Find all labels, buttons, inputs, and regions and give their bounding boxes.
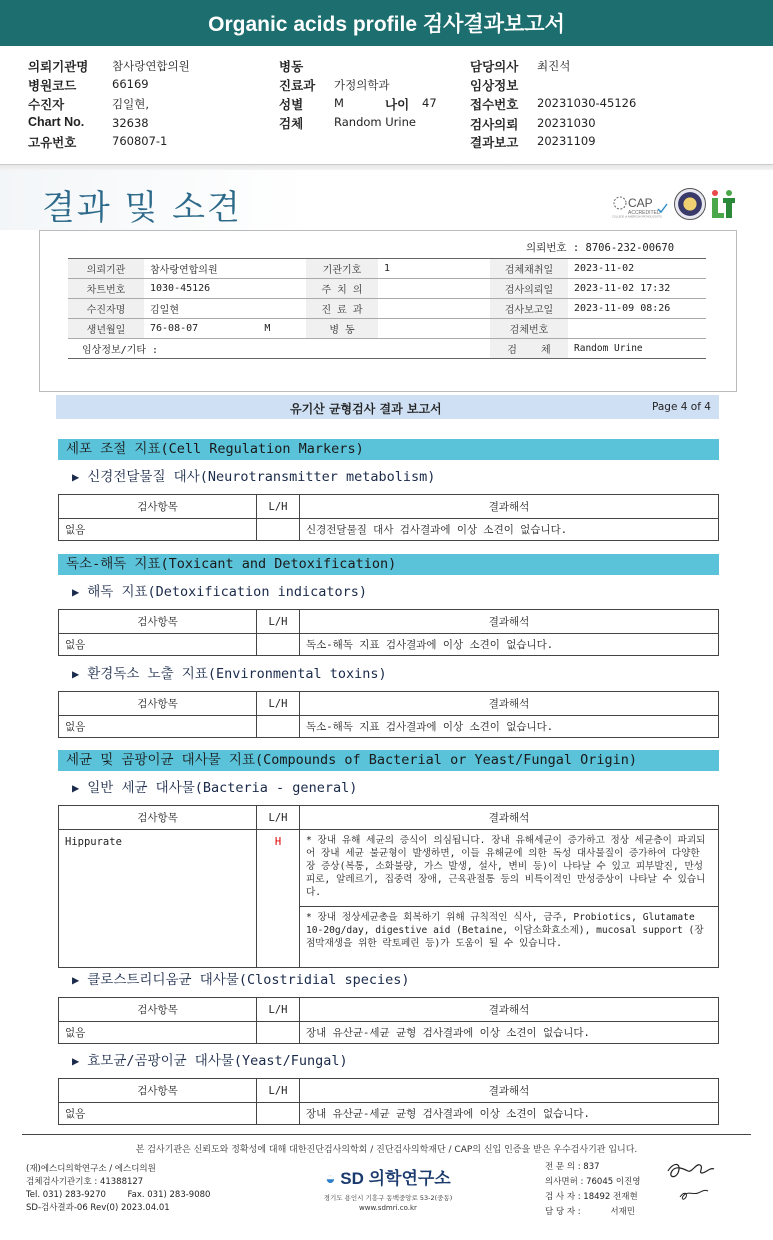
table-row xyxy=(59,830,719,907)
detox-table xyxy=(58,609,719,656)
dept-label: 진료과 xyxy=(279,79,316,93)
triangle-icon: ▶ xyxy=(72,781,80,795)
clinical-label: 임상정보 xyxy=(470,79,519,93)
code-label: 병원코드 xyxy=(28,79,77,93)
age-label: 나이 xyxy=(385,98,410,112)
footer-divider xyxy=(22,1134,751,1135)
table-header: 검사항목 L/H 결과해석 xyxy=(59,495,719,519)
doctor-value: 최진석 xyxy=(537,59,571,73)
cap-icon xyxy=(612,192,670,218)
table-header: 검사항목 L/H 결과해석 xyxy=(59,806,719,830)
table-header: 검사항목 L/H 결과해석 xyxy=(59,610,719,634)
dept-value: 가정의학과 xyxy=(334,78,390,92)
table-row: 없음 장내 유산균-세균 균형 검사결과에 이상 소견이 없습니다. xyxy=(59,1022,719,1044)
hippurate-recommendation: * 장내 정상세균총을 회복하기 위해 규칙적인 식사, 금주, Probiotics, Glutamate 10-20g/day, digestive aid (Betaine, 이담소화효소제), mucosal support (장점막재생을 위한 락토페린 등)가 도움이 될 수 있습니다. xyxy=(300,907,719,968)
table-row: 없음 독소-해독 지표 검사결과에 이상 소견이 없습니다. xyxy=(59,716,719,738)
table-row: 생년월일 76-08-07 M 병 동 검체번호 xyxy=(68,319,706,339)
cap-accredited: ACCREDITED xyxy=(628,210,661,216)
testreq-value: 20231030 xyxy=(537,116,596,130)
accreditation-logos xyxy=(612,188,738,222)
doctor-label: 담당의사 xyxy=(470,60,519,74)
page-number: Page 4 of 4 xyxy=(652,401,711,413)
table-header: 검사항목 L/H 결과해석 xyxy=(59,692,719,716)
table-row: 수진자명 김일현 진 료 과 검사보고일 2023-11-09 08:26 xyxy=(68,299,706,319)
clostridial-table xyxy=(58,997,719,1044)
request-number: 의뢰번호 : 8706-232-00670 xyxy=(526,242,675,254)
specimen-value: Random Urine xyxy=(334,115,416,129)
cap-logo xyxy=(612,192,670,218)
table-header: 검사항목 L/H 결과해석 xyxy=(59,998,719,1022)
chart-value: 32638 xyxy=(112,116,149,130)
sex-label: 성별 xyxy=(279,98,304,112)
specimen-table xyxy=(68,258,706,359)
results-title: 결과 및 소견 xyxy=(42,188,242,228)
hippurate-interpretation: * 장내 유해 세균의 증식이 의심됩니다. 장내 유해세균이 증가하고 정상 세균층이 파괴되어 장내 세균 불균형이 발생하면, 이들 유해균에 의한 독성 대사물질이 증가하여 다양한 장 증상(복통, 소화불량, 가스 발생, 설사, 변비 등)이 나타날 수 있고 피부발진, 만성피로, 알레르기, 집중력 장애, 근육관절통 등의 비특이적인 만성증상이 나타날 수 있습니다. xyxy=(300,830,719,907)
yeast-table xyxy=(58,1078,719,1125)
table-row: 없음 장내 유산균-세균 균형 검사결과에 이상 소견이 없습니다. xyxy=(59,1103,719,1125)
report-date-value: 20231109 xyxy=(537,134,596,148)
footer-signatories: 전 문 의 : 837 의사면허 : 76045 이진영 검 사 자 : 18492 전재현 담 당 자 : 서재민 xyxy=(545,1162,641,1217)
footer-institution: (재)에스디의학연구소 / 에스디의원 검체검사기관기호 : 41388127 Tel. 031) 283-9270 Fax. 031) 283-9080 SD-검사결과-06 Rev(0) 2023.04.01 xyxy=(26,1164,211,1213)
triangle-icon: ▶ xyxy=(72,667,80,681)
sd-logo-icon: ◒ xyxy=(325,1169,336,1188)
receipt-value: 20231030-45126 xyxy=(537,96,637,110)
inst-label: 의뢰기관명 xyxy=(28,60,89,74)
signature-icon xyxy=(660,1153,722,1211)
testreq-label: 검사의뢰 xyxy=(470,118,519,132)
receipt-label: 접수번호 xyxy=(470,98,519,112)
patient-value: 김일현, xyxy=(112,97,149,111)
footer-note: 본 검사기관은 신뢰도와 정확성에 대해 대한진단검사의학회 / 진단검사의학재단 / CAP의 신입 인증을 받은 우수검사기관 입니다. xyxy=(135,1145,638,1155)
specimen-label: 검체 xyxy=(279,117,304,131)
neuro-table xyxy=(58,494,719,541)
patient-label: 수진자 xyxy=(28,98,65,112)
ward-label: 병동 xyxy=(279,60,304,74)
chart-label: Chart No. xyxy=(28,115,85,129)
table-row: 없음 신경전달물질 대사 검사결과에 이상 소견이 없습니다. xyxy=(59,519,719,541)
sd-logo: ◒ SD 의학연구소 경기도 용인시 기흥구 동백중앙로 53-2(중동) www.sdmri.co.kr xyxy=(323,1169,453,1212)
section-bacterial: 세균 및 곰팡이균 대사물 지표(Compounds of Bacterial or Yeast/Fungal Origin) xyxy=(58,750,719,771)
cap-fullname: COLLEGE of AMERICAN PATHOLOGISTS xyxy=(612,215,662,218)
subsection-neurotransmitter: ▶ 신경전달물질 대사(Neurotransmitter metabolism) xyxy=(72,469,436,485)
table-row: 차트번호 1030-45126 주 치 의 검사의뢰일 2023-11-02 17:32 xyxy=(68,279,706,299)
subsection-bacteria-general: ▶ 일반 세균 대사물(Bacteria - general) xyxy=(72,780,358,796)
subsection-clostridial: ▶ 클로스트리디움균 대사물(Clostridial species) xyxy=(72,972,410,988)
section-cell-regulation: 세포 조절 지표(Cell Regulation Markers) xyxy=(58,439,719,460)
triangle-icon: ▶ xyxy=(72,1054,80,1068)
table-row: 임상정보/기타 : 검 체 Random Urine xyxy=(68,339,706,359)
code-value: 66169 xyxy=(112,77,149,91)
triangle-icon: ▶ xyxy=(72,973,80,987)
table-row: 의뢰기관 참사랑연합의원 기관기호 1 검체채취일 2023-11-02 xyxy=(68,259,706,279)
section-toxicant: 독소-해독 지표(Toxicant and Detoxification) xyxy=(58,554,719,575)
triangle-icon: ▶ xyxy=(72,470,80,484)
patient-info xyxy=(0,52,773,160)
lt-logo-icon xyxy=(710,189,736,219)
report-header-title: Organic acids profile 검사결과보고서 xyxy=(208,13,565,36)
report-title: 유기산 균형검사 결과 보고서 xyxy=(290,402,442,416)
hippurate-flag: H xyxy=(257,830,300,968)
subsection-detox: ▶ 해독 지표(Detoxification indicators) xyxy=(72,584,367,600)
inst-value: 참사랑연합의원 xyxy=(112,59,190,73)
cap-text: CAP xyxy=(628,196,653,210)
hippurate-item: Hippurate xyxy=(59,830,257,968)
sex-value: M xyxy=(334,96,344,110)
environmental-table xyxy=(58,691,719,738)
table-row: 없음 독소-해독 지표 검사결과에 이상 소견이 없습니다. xyxy=(59,634,719,656)
uid-label: 고유번호 xyxy=(28,136,77,150)
subsection-environmental: ▶ 환경독소 노출 지표(Environmental toxins) xyxy=(72,666,387,682)
triangle-icon: ▶ xyxy=(72,585,80,599)
table-header: 검사항목 L/H 결과해석 xyxy=(59,1079,719,1103)
report-header xyxy=(0,0,773,46)
uid-value: 760807-1 xyxy=(112,134,168,148)
report-date-label: 결과보고 xyxy=(470,136,519,150)
subsection-yeast: ▶ 효모균/곰팡이균 대사물(Yeast/Fungal) xyxy=(72,1053,348,1069)
age-value: 47 xyxy=(422,96,437,110)
bacteria-table xyxy=(58,805,719,968)
association-seal-icon xyxy=(674,188,706,220)
